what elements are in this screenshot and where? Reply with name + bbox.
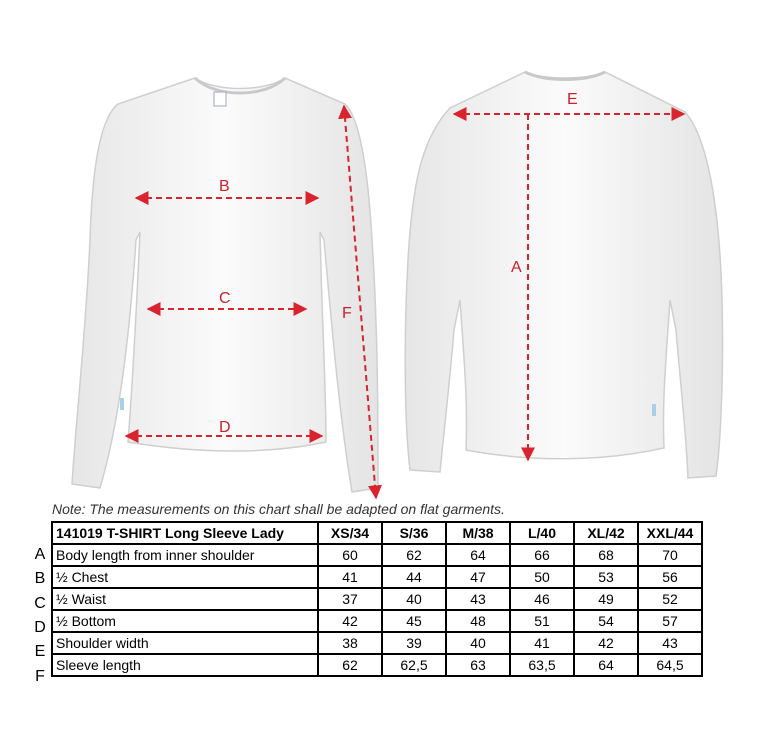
measurement-value: 42 [318, 610, 382, 632]
measurement-value: 43 [446, 588, 510, 610]
table-row [52, 566, 702, 588]
measurement-label: ½ Waist [52, 588, 318, 610]
measurement-value: 62 [318, 654, 382, 676]
measurement-value: 46 [510, 588, 574, 610]
measurement-value: 63 [446, 654, 510, 676]
measurement-label: ½ Chest [52, 566, 318, 588]
measure-label-b: B [219, 178, 230, 195]
table-row [52, 610, 702, 632]
table-row [52, 588, 702, 610]
measurement-value: 37 [318, 588, 382, 610]
measurement-value: 68 [574, 544, 638, 566]
size-header: L/40 [510, 522, 574, 544]
size-header: XXL/44 [638, 522, 702, 544]
row-letter: C [34, 594, 46, 612]
measure-label-f: F [342, 305, 352, 322]
measure-label-e: E [567, 91, 578, 108]
row-letter: D [34, 618, 46, 636]
measurement-value: 54 [574, 610, 638, 632]
measurement-value: 52 [638, 588, 702, 610]
measurement-value: 45 [382, 610, 446, 632]
measurement-value: 63,5 [510, 654, 574, 676]
table-row [52, 632, 702, 654]
measurement-value: 49 [574, 588, 638, 610]
measurement-value: 42 [574, 632, 638, 654]
measurement-value: 60 [318, 544, 382, 566]
measurement-label: ½ Bottom [52, 610, 318, 632]
measurement-label: Body length from inner shoulder [52, 544, 318, 566]
measurement-value: 70 [638, 544, 702, 566]
measurement-value: 39 [382, 632, 446, 654]
measure-label-c: C [219, 290, 231, 307]
table-row [52, 544, 702, 566]
measurement-value: 53 [574, 566, 638, 588]
measurement-value: 41 [510, 632, 574, 654]
measurement-value: 64 [574, 654, 638, 676]
measurement-value: 64,5 [638, 654, 702, 676]
back-shirt [405, 72, 722, 478]
table-header-row [52, 522, 702, 544]
measurement-value: 57 [638, 610, 702, 632]
size-header: XL/42 [574, 522, 638, 544]
measurement-value: 43 [638, 632, 702, 654]
measurement-note: Note: The measurements on this chart shall be adapted on flat garments. [52, 501, 505, 517]
measurement-value: 62 [382, 544, 446, 566]
measure-label-d: D [219, 419, 231, 436]
measurement-value: 40 [382, 588, 446, 610]
measurement-value: 48 [446, 610, 510, 632]
row-letter: B [34, 570, 46, 588]
measurement-value: 38 [318, 632, 382, 654]
measurement-value: 41 [318, 566, 382, 588]
measurement-value: 62,5 [382, 654, 446, 676]
measurement-value: 40 [446, 632, 510, 654]
row-letter: E [34, 643, 46, 661]
size-header: S/36 [382, 522, 446, 544]
measurement-value: 47 [446, 566, 510, 588]
row-letter: A [34, 546, 46, 563]
measurement-value: 64 [446, 544, 510, 566]
measurement-value: 56 [638, 566, 702, 588]
measurement-value: 66 [510, 544, 574, 566]
size-header: XS/34 [318, 522, 382, 544]
row-letter: F [35, 667, 45, 685]
measurement-value: 51 [510, 610, 574, 632]
table-row [52, 654, 702, 676]
measurement-value: 44 [382, 566, 446, 588]
size-chart-table [51, 521, 703, 677]
product-title: 141019 T-SHIRT Long Sleeve Lady [52, 522, 318, 544]
size-header: M/38 [446, 522, 510, 544]
measurement-label: Sleeve length [52, 654, 318, 676]
measure-label-a: A [511, 259, 522, 276]
measurement-value: 50 [510, 566, 574, 588]
measurement-label: Shoulder width [52, 632, 318, 654]
